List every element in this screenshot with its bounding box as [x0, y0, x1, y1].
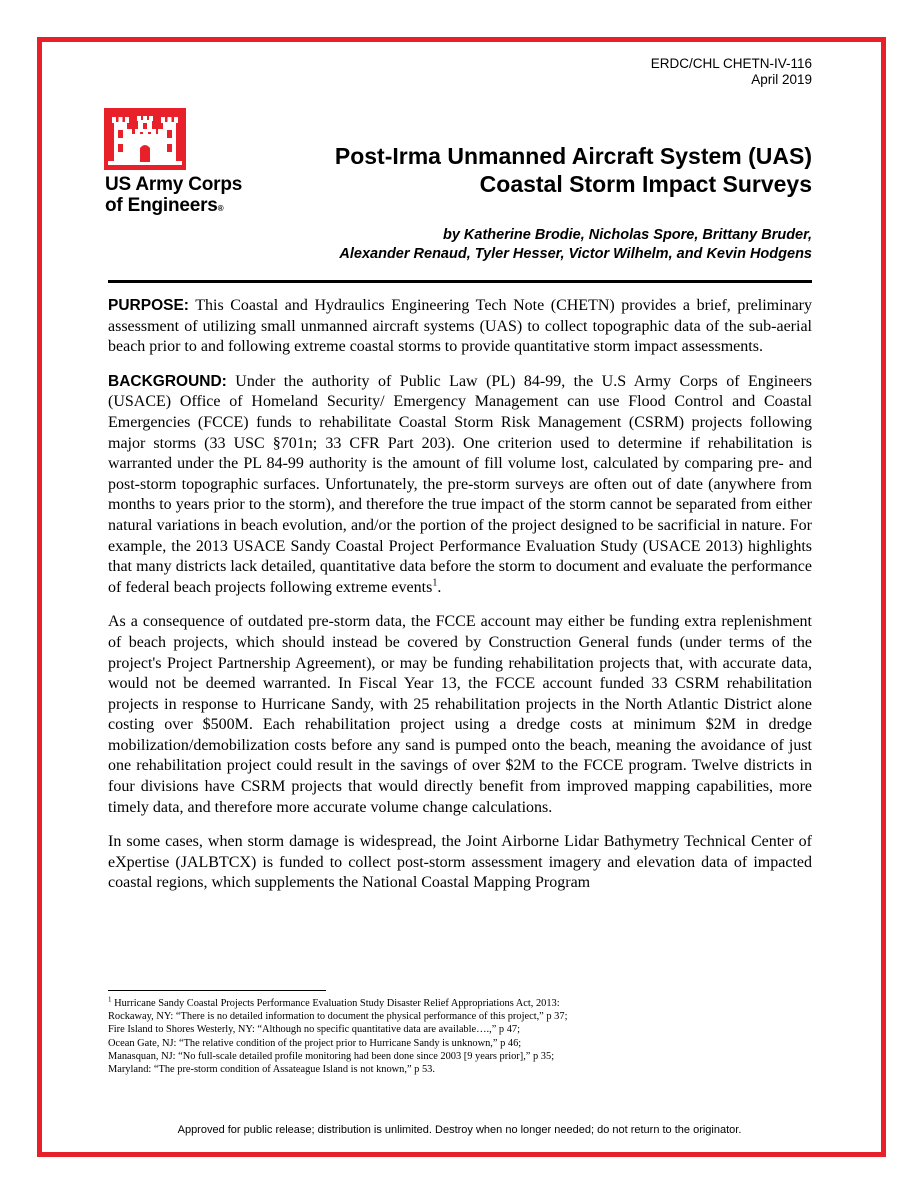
title-divider: [108, 280, 812, 283]
footnotes: [108, 997, 812, 1076]
title-line-1: Post-Irma Unmanned Aircraft System (UAS): [334, 143, 812, 169]
footnote-divider: [108, 990, 326, 991]
footnote-line: Fire Island to Shores Westerly, NY: “Although no specific quantitative data are available….,” p 47;: [108, 1024, 520, 1036]
title-line-2: Coastal Storm Impact Surveys: [479, 171, 812, 197]
background-end: .: [437, 578, 442, 596]
usace-logo: [104, 108, 254, 224]
authors-line-1: by Katherine Brodie, Nicholas Spore, Brittany Bruder,: [442, 227, 812, 243]
purpose-text: This Coastal and Hydraulics Engineering Tech Note (CHETN) provides a brief, preliminary assessment of utilizing small unmanned aircraft systems (UAS) to collect topographic data of the sub-aerial beach prior to and following extreme coastal storms to provide quantitative storm impact assessments.: [108, 297, 812, 356]
registered-mark: ®: [217, 204, 224, 213]
authors-line-2: Alexander Renaud, Tyler Hesser, Victor Wilhelm, and Kevin Hodgens: [339, 246, 812, 262]
footnote-line: Manasquan, NJ: “No full-scale detailed profile monitoring had been done since 2003 [9 years prior],” p 35;: [108, 1050, 555, 1062]
purpose-paragraph: [108, 296, 812, 358]
footnote-line: Rockaway, NY: “There is no detailed information to document the physical performance of this project,” p 37;: [108, 1011, 568, 1023]
footnote-line: Maryland: “The pre-storm condition of Assateague Island is not known,” p 53.: [108, 1064, 435, 1076]
footnote-reference: 1: [432, 577, 438, 589]
distribution-statement: Approved for public release; distribution is unlimited. Destroy when no longer needed; do not return to the originator.: [177, 1124, 742, 1136]
logo-text: [105, 174, 242, 219]
logo-line-1: US Army Corps: [105, 174, 243, 195]
footnote-line: Ocean Gate, NJ: “The relative condition of the project prior to Hurricane Sandy is unknown,” p 46;: [108, 1037, 522, 1049]
author-list: [339, 226, 812, 264]
logo-line-2: of Engineers: [105, 195, 218, 216]
castle-icon: [104, 108, 186, 170]
purpose-heading: PURPOSE:: [108, 297, 189, 314]
document-title: [335, 142, 812, 198]
footnote-mark: 1: [108, 995, 112, 1004]
background-paragraph: [108, 372, 812, 599]
footnote-line: $^1$ Hurricane Sandy Coastal Projects Performance Evaluation Study Disaster Relief Appropriations Act, 2013:: [108, 995, 560, 1009]
body-text: [108, 296, 812, 908]
castle-logo-icon: [104, 108, 186, 170]
report-header: [651, 56, 812, 88]
report-date: April 2019: [751, 72, 812, 87]
report-number: ERDC/CHL CHETN-IV-116: [650, 56, 812, 71]
paragraph-2: As a consequence of outdated pre-storm data, the FCCE account may either be funding extra replenishment of beach projects, which should instead be covered by Construction General funds (under terms of the project's Project Partnership Agreement), or may be funding rehabilitation projects that, with accurate data, would not be deemed warranted. In Fiscal Year 13, the FCCE account funded 33 CSRM rehabilitation projects in response to Hurricane Sandy, with 25 rehabilitation projects in the North Atlantic District alone costing over $500M. Each rehabilitation project using a dredge costs at minimum $2M in dredge mobilization/demobilization costs before any sand is pumped onto the beach, meaning the avoidance of just one rehabilitation project could result in the savings of over $2M to the FCCE program. Twelve districts in four divisions have CSRM projects that would directly benefit from improved mapping capabilities, more timely data, and therefore more accurate volume change calculations.: [108, 613, 812, 816]
background-heading: BACKGROUND:: [108, 372, 227, 390]
background-text: Under the authority of Public Law (PL) 84-99, the U.S Army Corps of Engineers (USACE) Office of Homeland Security/ Emergency Management can use Flood Control and Coastal Emergencies (FCCE) funds to rehabilitate Coastal Storm Risk Management (CSRM) projects following major storms (33 USC §701n; 33 CFR Part 203). One criterion used to determine if rehabilitation is warranted under the PL 84-99 authority is the amount of fill volume lost, calculated by comparing pre- and post-storm topographic surfaces. Unfortunately, the pre-storm surveys are often out of date (anywhere from months to years prior to the storm), and therefore the true impact of the storm cannot be separated from either natural variations in beach evolution, and/or the portion of the project designed to be sacrificial in nature. For example, the 2013 USACE Sandy Coastal Project Performance Evaluation Study (USACE 2013) highlights that many districts lack detailed, quantitative data before the storm to document and evaluate the performance of federal beach projects following extreme events: [108, 372, 812, 596]
paragraph-3: In some cases, when storm damage is widespread, the Joint Airborne Lidar Bathymetry Technical Center of eXpertise (JALBTCX) is funded to collect post-storm assessment imagery and elevation data of impacted coastal regions, which supplements the National Coastal Mapping Program: [108, 833, 812, 892]
